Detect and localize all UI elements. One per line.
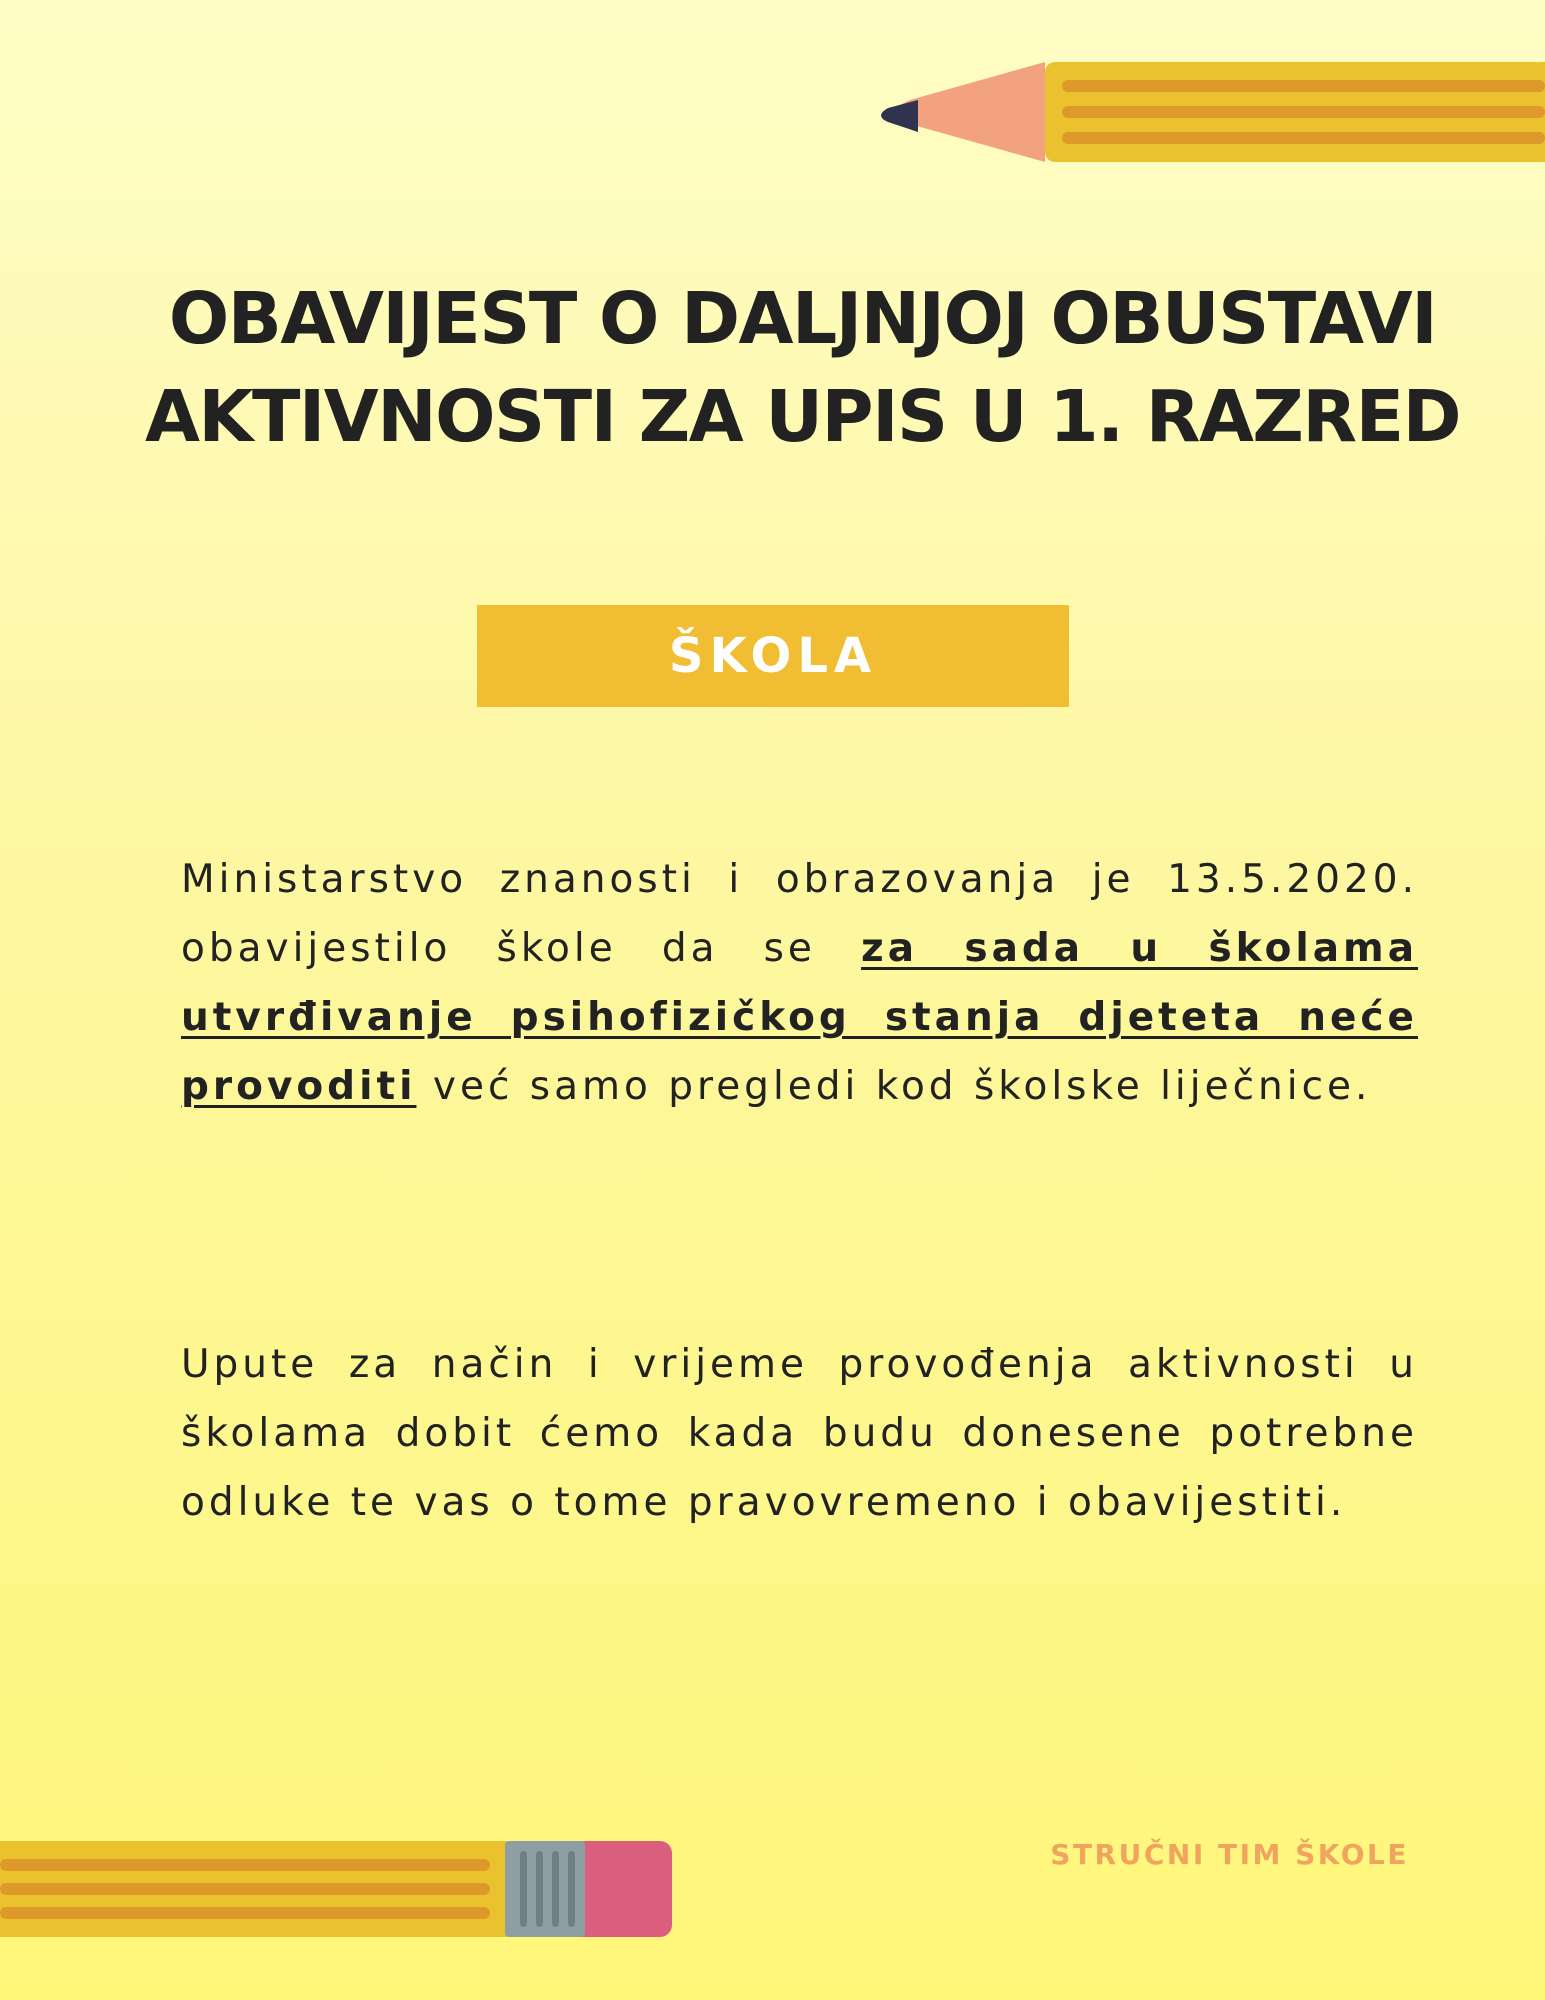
school-badge: [477, 605, 1069, 707]
paragraph-1-lead: Ministarstvo znanosti i obrazovanja je 13.5.2020. obavijestilo škole da se: [181, 857, 1418, 971]
page-title: OBAVIJEST O DALJNJOJ OBUSTAVI AKTIVNOSTI ZA UPIS U 1. RAZRED: [144, 277, 1461, 458]
notice-paragraph-2: Upute za način i vrijeme provođenja aktivnosti u školama dobit ćemo kada budu donesene potrebne odluke te vas o tome pravovremeno i obavijestiti.: [181, 1342, 1418, 1525]
paragraph-1-emphasis: za sada u školama utvrđivanje psihofizičkog stanja djeteta neće provoditi: [181, 926, 1419, 1109]
school-badge-label: ŠKOLA: [668, 628, 878, 684]
notice-paragraph-1: [181, 845, 1418, 1121]
pencil-icon: [870, 60, 1545, 170]
pencil-eraser-icon: [0, 1835, 680, 1945]
signature: STRUČNI TIM ŠKOLE: [1050, 1838, 1409, 1871]
paragraph-1-tail: već samo pregledi kod školske liječnice.: [432, 1064, 1372, 1109]
